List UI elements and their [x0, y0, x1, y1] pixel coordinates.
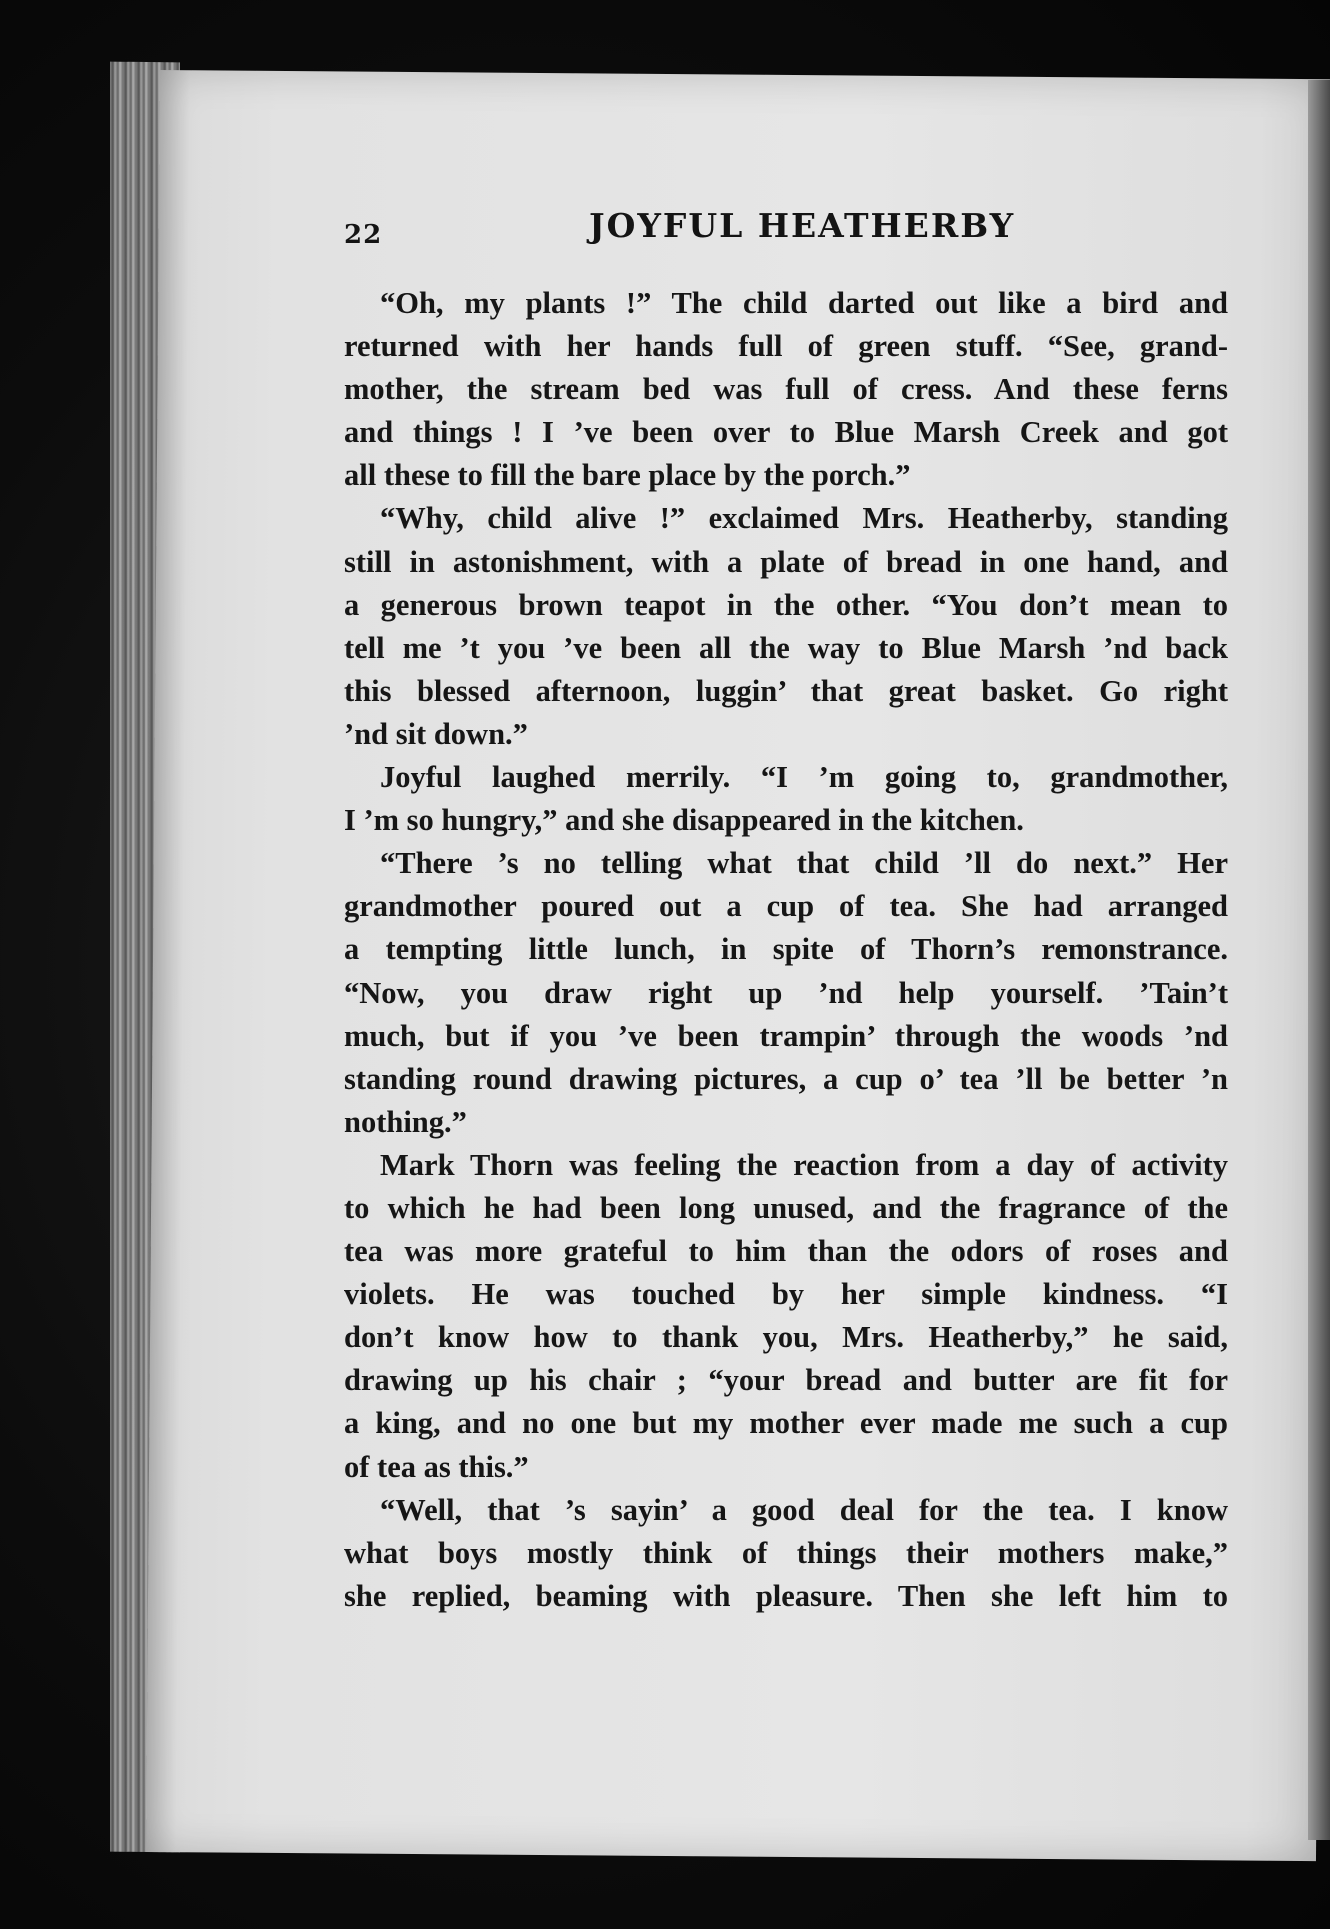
text-line: “Now, you draw right up ’nd help yourself. ’Tain’t: [344, 975, 1228, 1010]
text-line: still in astonishment, with a plate of bread in one hand, and: [344, 544, 1228, 579]
text-line: standing round drawing pictures, a cup o’ tea ’ll be better ’n: [344, 1061, 1228, 1096]
text-line: “Why, child alive !” exclaimed Mrs. Heatherby, standing: [380, 501, 1228, 536]
text-line: and things ! I ’ve been over to Blue Marsh Creek and got: [344, 415, 1228, 450]
body-text: [344, 282, 1228, 1618]
text-line: she replied, beaming with pleasure. Then she left him to: [344, 1578, 1228, 1613]
text-line: this blessed afternoon, luggin’ that great basket. Go right: [344, 673, 1228, 708]
text-line: to which he had been long unused, and the fragrance of the: [344, 1190, 1228, 1225]
text-line: all these to fill the bare place by the porch.”: [344, 458, 911, 493]
text-line: don’t know how to thank you, Mrs. Heatherby,” he said,: [344, 1320, 1228, 1355]
text-line: nothing.”: [344, 1104, 467, 1139]
book-right-edge: [1308, 80, 1330, 1840]
page-header: [344, 206, 1224, 256]
text-line: Mark Thorn was feeling the reaction from a day of activity: [380, 1147, 1228, 1182]
text-line: a generous brown teapot in the other. “You don’t mean to: [344, 587, 1228, 622]
text-line: tea was more grateful to him than the odors of roses and: [344, 1234, 1228, 1269]
text-line: violets. He was touched by her simple kindness. “I: [344, 1277, 1228, 1312]
text-line: tell me ’t you ’ve been all the way to Blue Marsh ’nd back: [344, 630, 1228, 665]
text-line: a king, and no one but my mother ever made me such a cup: [344, 1406, 1228, 1441]
text-line: a tempting little lunch, in spite of Thorn’s remonstrance.: [344, 932, 1228, 967]
text-line: “Well, that ’s sayin’ a good deal for the tea. I know: [380, 1492, 1228, 1527]
text-line: “There ’s no telling what that child ’ll do next.” Her: [380, 846, 1228, 881]
text-line: what boys mostly think of things their mothers make,”: [344, 1535, 1228, 1570]
text-line: drawing up his chair ; “your bread and butter are fit for: [344, 1363, 1228, 1398]
text-line: “Oh, my plants !” The child darted out like a bird and: [380, 286, 1228, 320]
page-number: 22: [344, 220, 383, 250]
text-line: of tea as this.”: [344, 1449, 529, 1484]
text-line: I ’m so hungry,” and she disappeared in the kitchen.: [344, 803, 1024, 838]
running-title: JOYFUL HEATHERBY: [589, 206, 1016, 245]
text-line: mother, the stream bed was full of cress. And these ferns: [344, 372, 1228, 407]
text-line: grandmother poured out a cup of tea. She had arranged: [344, 889, 1228, 924]
text-line: much, but if you ’ve been trampin’ through the woods ’nd: [344, 1018, 1228, 1053]
text-line: ’nd sit down.”: [344, 716, 528, 751]
text-line: Joyful laughed merrily. “I ’m going to, grandmother,: [380, 760, 1228, 795]
text-line: returned with her hands full of green stuff. “See, grand-: [344, 329, 1228, 364]
